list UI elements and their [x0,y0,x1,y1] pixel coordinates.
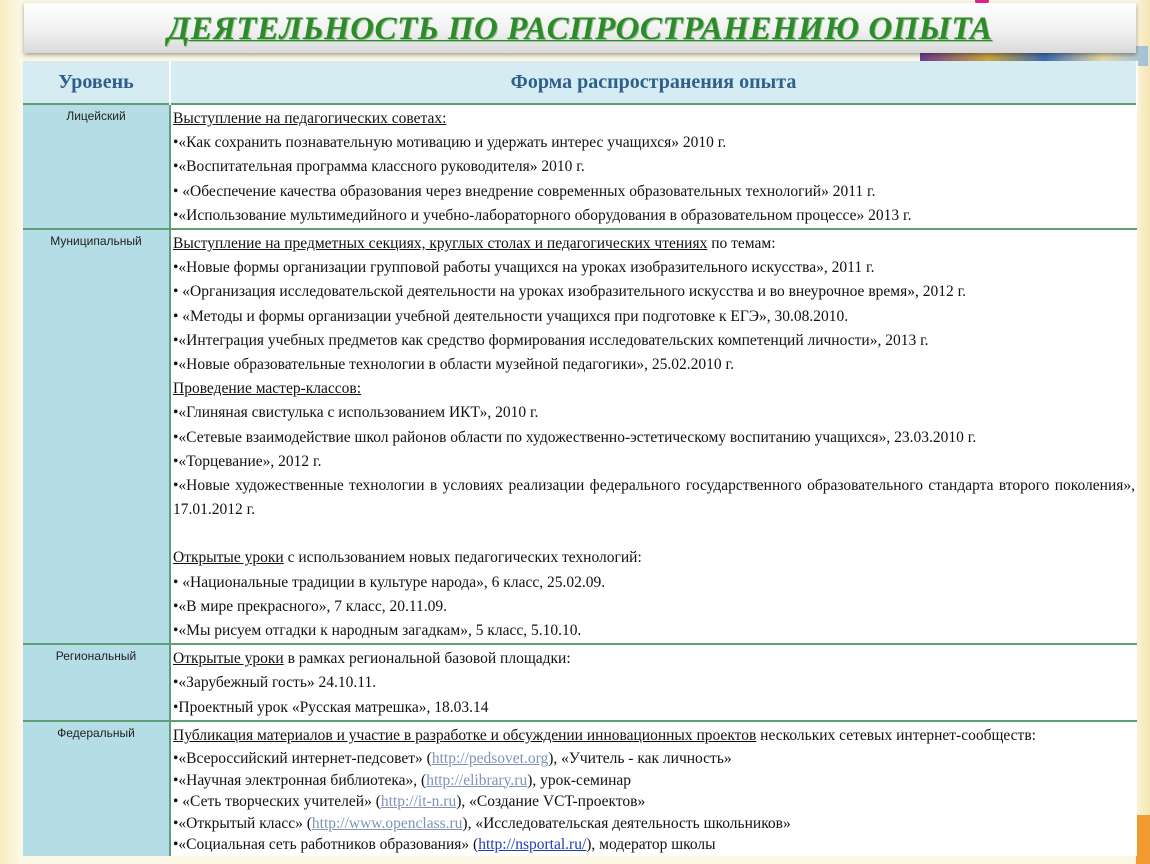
table-row [23,104,1137,229]
item-text: ), «Исследовательская деятельность школьников» [462,814,791,832]
list-item [173,546,1135,570]
list-item [173,724,1135,748]
section-heading: Публикация материалов и участие в разработке и обсуждении инновационных проектов [173,726,757,744]
section-heading: Открытые уроки [173,650,284,668]
level-cell: Муниципальный [23,229,170,644]
item-text: ), «Создание VCT-проектов» [456,793,646,811]
list-item [173,204,1135,228]
table-row [23,644,1137,721]
list-item [173,671,1135,695]
item-text: •«Мы рисуем отгадки к народным загадкам», 5 класс, 5.10.10. [173,622,582,640]
list-item [173,450,1135,474]
list-item [173,474,1135,522]
list-item [173,305,1135,329]
level-cell: Лицейский [23,104,170,229]
list-item [173,813,1135,835]
item-text: •«Торцевание», 2012 г. [173,452,322,470]
item-text: •«Как сохранить познавательную мотивацию и удержать интерес учащихся» 2010 г. [173,134,727,152]
content-cell [170,229,1137,644]
table-header-row [23,61,1137,104]
left-background-strip [0,0,22,864]
level-cell: Региональный [23,644,170,721]
list-item [173,571,1135,595]
list-item [173,155,1135,179]
item-text: по темам: [707,235,776,253]
item-text: • «Сеть творческих учителей» ( [173,793,381,811]
item-text: •«В мире прекрасного», 7 класс, 20.11.09. [173,597,448,615]
item-text: •«Глиняная свистулька с использованием ИКТ», 2010 г. [173,404,539,422]
list-item [173,595,1135,619]
list-item [173,232,1135,256]
list-item [173,748,1135,770]
item-text: •«Использование мультимедийного и учебно-лабораторного оборудования в образовательном процессе» 2013 г. [173,206,912,224]
item-text: в рамках региональной базовой площадки: [283,650,571,668]
page-title: ДЕЯТЕЛЬНОСТЬ ПО РАСПРОСТРАНЕНИЮ ОПЫТА [167,11,993,47]
item-text: •Проектный урок «Русская матрешка», 18.03.14 [173,698,489,716]
list-item [173,180,1135,204]
section-heading: Проведение мастер-классов: [173,380,362,398]
list-item [173,280,1135,304]
table-body [23,104,1137,856]
section-heading: Выступление на педагогических советах: [173,110,447,127]
content-cell [170,104,1137,229]
section-heading: Выступление на предметных секциях, круглых столах и педагогических чтениях [173,235,708,253]
section-heading: Открытые уроки [173,549,284,567]
list-item [173,770,1135,792]
website-link[interactable]: http://elibrary.ru [426,771,528,789]
header-level: Уровень [23,61,170,104]
header-form: Форма распространения опыта [170,61,1137,104]
item-text: • «Национальные традиции в культуре народа», 6 класс, 25.02.09. [173,573,606,591]
website-link[interactable]: http://pedsovet.org [431,750,549,768]
item-text: •«Открытый класс» ( [173,814,312,832]
list-item [173,647,1135,671]
item-text: •«Новые формы организации групповой работы учащихся на уроках изобразительного искусства», 2011 г. [173,259,875,277]
table-row [23,229,1137,644]
item-text: •«Интеграция учебных предметов как средство формирования исследовательских компетенций личности», 2013 г. [173,331,929,349]
website-link[interactable]: http://it-n.ru [380,793,457,811]
item-text: ), урок-семинар [527,771,632,789]
list-item [173,696,1135,720]
experience-table [23,61,1138,856]
item-text: •«Воспитательная программа классного руководителя» 2010 г. [173,158,585,176]
content-cell [170,644,1137,721]
content-cell [170,721,1137,856]
item-text: •«Всероссийский интернет-педсовет» ( [173,750,432,768]
website-link[interactable]: http://nsportal.ru/ [478,836,587,854]
item-text: •«Зарубежный гость» 24.10.11. [173,674,377,692]
item-text: • «Организация исследовательской деятельности на уроках изобразительного искусства и во внеурочное время», 2012 г. [173,283,967,301]
website-link[interactable]: http://www.openclass.ru [311,814,463,832]
list-item [173,329,1135,353]
item-text: •«Новые образовательные технологии в области музейной педагогики», 25.02.2010 г. [173,356,735,374]
list-item [173,401,1135,425]
item-text: ), «Учитель - как личность» [548,750,732,768]
item-text: •«Научная электронная библиотека», ( [173,771,427,789]
item-text: •«Новые художественные технологии в условиях реализации федерального государственного образовательного стандарта второго поколения», 17.01.2012 г. [173,477,1135,519]
item-text: ), модератор школы [586,836,716,854]
list-item [173,426,1135,450]
list-item [173,131,1135,155]
list-item [173,834,1135,856]
title-banner [24,3,1136,53]
list-item [173,619,1135,643]
list-item [173,256,1135,280]
list-item [173,791,1135,813]
level-cell: Федеральный [23,721,170,856]
item-text: • «Обеспечение качества образования через внедрение современных образовательных технологий» 2011 г. [173,182,876,200]
spacer [173,522,1135,546]
list-item [173,353,1135,377]
orange-accent [1136,815,1150,864]
item-text: •«Сетевые взаимодействие школ районов области по художественно-эстетическому воспитанию учащихся», 23.03.2010 г. [173,428,977,446]
item-text: •«Социальная сеть работников образования» ( [173,836,479,854]
list-item [173,107,1135,131]
table-row [23,721,1137,856]
item-text: с использованием новых педагогических технологий: [283,549,642,567]
item-text: нескольких сетевых интернет-сообществ: [756,726,1036,744]
item-text: • «Методы и формы организации учебной деятельности учащихся при подготовке к ЕГЭ», 30.08.2010. [173,307,849,325]
list-item [173,377,1135,401]
